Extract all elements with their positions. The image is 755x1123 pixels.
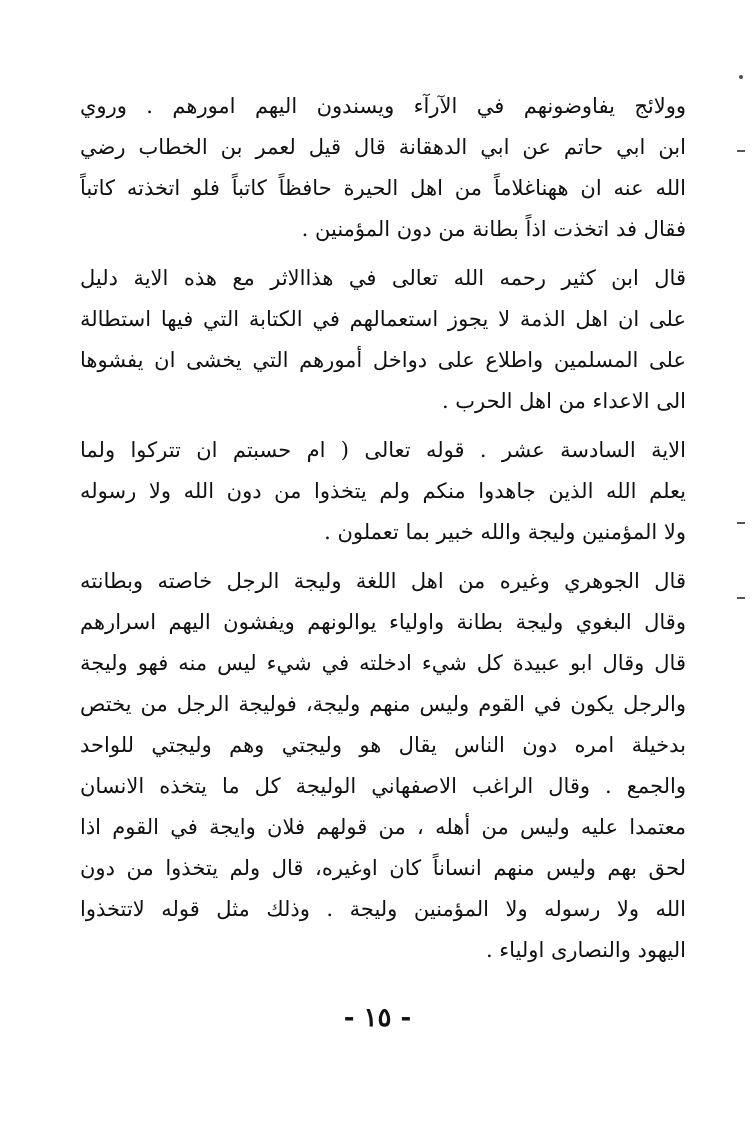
text-line: معتمدا عليه وليس من أهله ، من قولهم فلان وايجة في القوم اذا	[80, 815, 686, 839]
text-line: وولائج يفاوضونهم في الآرآء ويسندون اليهم امورهم . وروي	[80, 94, 686, 118]
paragraph-gap	[80, 250, 686, 258]
text-line: اليهود والنصارى اولياء .	[485, 938, 686, 962]
paragraph	[80, 430, 686, 553]
margin-mark	[737, 522, 745, 524]
margin-mark	[739, 75, 743, 79]
paragraph	[80, 258, 686, 422]
paragraph-gap	[80, 422, 686, 430]
text-line: الله عنه ان ههناغلاماً من اهل الحيرة حافظاً كاتباً فلو اتخذته كاتباً	[80, 176, 686, 200]
text-line: قال وقال ابو عبيدة كل شيء ادخلته في شيء ليس منه فهو وليجة	[80, 651, 686, 675]
text-line: ابن ابي حاتم عن ابي الدهقانة قال قيل لعمر بن الخطاب رضي	[80, 135, 686, 159]
text-line: يعلم الله الذين جاهدوا منكم ولم يتخذوا من دون الله ولا رسوله	[80, 479, 686, 503]
text-line: الله ولا رسوله ولا المؤمنين وليجة . وذلك مثل قوله لاتتخذوا	[80, 897, 686, 921]
paragraph	[80, 86, 686, 250]
text-line: لحق بهم وليس منهم انساناً كان اوغيره، قال ولم يتخذوا من دون	[80, 856, 686, 880]
page-number: - ١٥ -	[343, 1003, 412, 1033]
margin-mark	[737, 597, 745, 599]
text-line: قال الجوهري وغيره من اهل اللغة وليجة الرجل خاصته وبطانته	[80, 569, 686, 593]
text-line: الى الاعداء من اهل الحرب .	[441, 389, 686, 413]
paragraph	[80, 561, 686, 971]
text-line: وقال البغوي وليجة بطانة واولياء يوالونهم ويفشون اليهم اسرارهم	[80, 610, 686, 634]
text-line: على ان اهل الذمة لا يجوز استعمالهم في الكتابة التي فيها استطالة	[80, 307, 686, 331]
text-line: ولا المؤمنين وليجة والله خبير بما تعملون .	[324, 520, 686, 544]
text-line: قال ابن كثير رحمه الله تعالى في هذاالاثر مع هذه الاية دليل	[80, 266, 686, 290]
text-line: بدخيلة امره دون الناس يقال هو وليجتي وهم وليجتي للواحد	[80, 733, 686, 757]
text-line: فقال فد اتخذت اذاً بطانة من دون المؤمنين .	[301, 217, 686, 241]
text-line: على المسلمين واطلاع على دواخل أمورهم التي يخشى ان يفشوها	[80, 348, 686, 372]
text-line: والجمع . وقال الراغب الاصفهاني الوليجة كل ما يتخذه الانسان	[80, 774, 686, 798]
body-text	[80, 86, 686, 971]
text-line: والرجل يكون في القوم وليس منهم وليجة، فوليجة الرجل من يختص	[80, 692, 686, 716]
text-line: الاية السادسة عشر . قوله تعالى ( ام حسبتم ان تتركوا ولما	[80, 438, 686, 462]
paragraph-gap	[80, 553, 686, 561]
margin-mark	[737, 150, 745, 152]
